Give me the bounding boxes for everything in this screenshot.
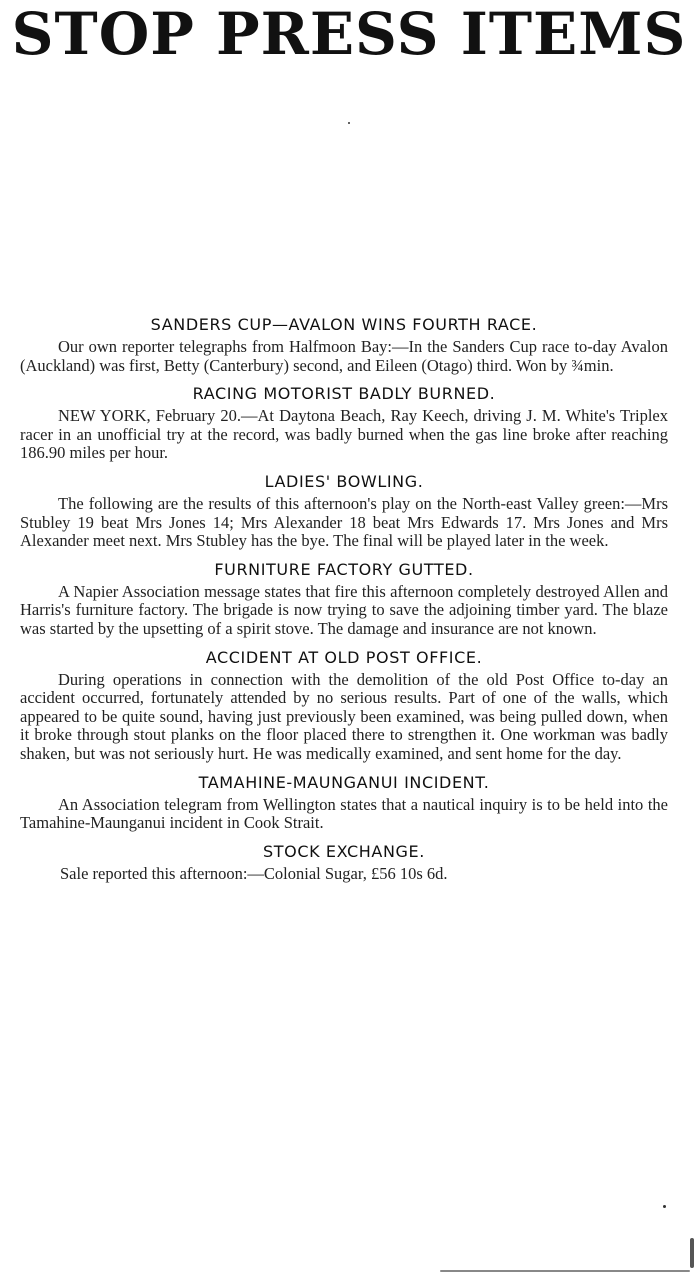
article-body: During operations in connection with the demolition of the old Post Office to-day an accident occurred, fortunately attended by no serious results. Part of one of the walls, which appeared to be quite sound, having just previously been examined, was being pulled down, when it broke through stout planks on the floor placed there to strengthen it. One workman was badly shaken, but was not seriously hurt. He was medically examined, and sent home for the day. xyxy=(20,669,668,763)
article-body: A Napier Association message states that fire this afternoon completely destroyed Allen and Harris's furniture factory. The brigade is now trying to save the adjoining timber yard. The blaze was started by the upsetting of a spirit stove. The damage and insurance are not known. xyxy=(20,581,668,638)
news-item-stock-exchange xyxy=(20,841,668,884)
news-item-tamahine-maunganui xyxy=(20,772,668,833)
headline: STOCK EXCHANGE. xyxy=(263,841,425,861)
headline: SANDERS CUP—AVALON WINS FOURTH RACE. xyxy=(150,315,538,334)
headline: ACCIDENT AT OLD POST OFFICE. xyxy=(205,647,483,667)
article-body: Our own reporter telegraphs from Halfmoon Bay:—In the Sanders Cup race to-day Avalon (Auckland) was first, Betty (Canterbury) second, and Eileen (Otago) third. Won by ¾min. xyxy=(20,337,668,375)
headline: FURNITURE FACTORY GUTTED. xyxy=(214,559,474,579)
news-item-sanders-cup xyxy=(20,314,668,375)
headline: RACING MOTORIST BADLY BURNED. xyxy=(192,384,496,404)
news-item-furniture-factory xyxy=(20,559,668,639)
article-body: Sale reported this afternoon:—Colonial Sugar, £56 10s 6d. xyxy=(60,863,448,883)
print-speck xyxy=(690,1238,694,1268)
stop-press-column xyxy=(20,312,668,891)
news-item-racing-motorist xyxy=(20,383,668,463)
masthead-title: STOP PRESS ITEMS xyxy=(11,0,687,68)
print-speck xyxy=(348,122,350,124)
headline: LADIES' BOWLING. xyxy=(264,471,424,491)
news-item-ladies-bowling xyxy=(20,471,668,551)
article-body: NEW YORK, February 20.—At Daytona Beach, Ray Keech, driving J. M. White's Triplex racer in an unofficial try at the record, was badly burned when the gas line broke after reaching 186.90 miles per hour. xyxy=(20,406,668,463)
print-speck xyxy=(663,1205,666,1208)
print-speck xyxy=(440,1270,690,1272)
headline: TAMAHINE-MAUNGANUI INCIDENT. xyxy=(198,772,490,792)
article-body: The following are the results of this afternoon's play on the North-east Valley green:—Mrs Stubley 19 beat Mrs Jones 14; Mrs Alexander 18 beat Mrs Edwards 17. Mrs Jones and Mrs Alexander meet next. Mrs Stubley has the bye. The final will be played later in the week. xyxy=(20,493,668,551)
article-body: An Association telegram from Wellington states that a nautical inquiry is to be held into the Tamahine-Maunganui incident in Cook Strait. xyxy=(20,794,668,833)
news-item-post-office-accident xyxy=(20,647,668,764)
